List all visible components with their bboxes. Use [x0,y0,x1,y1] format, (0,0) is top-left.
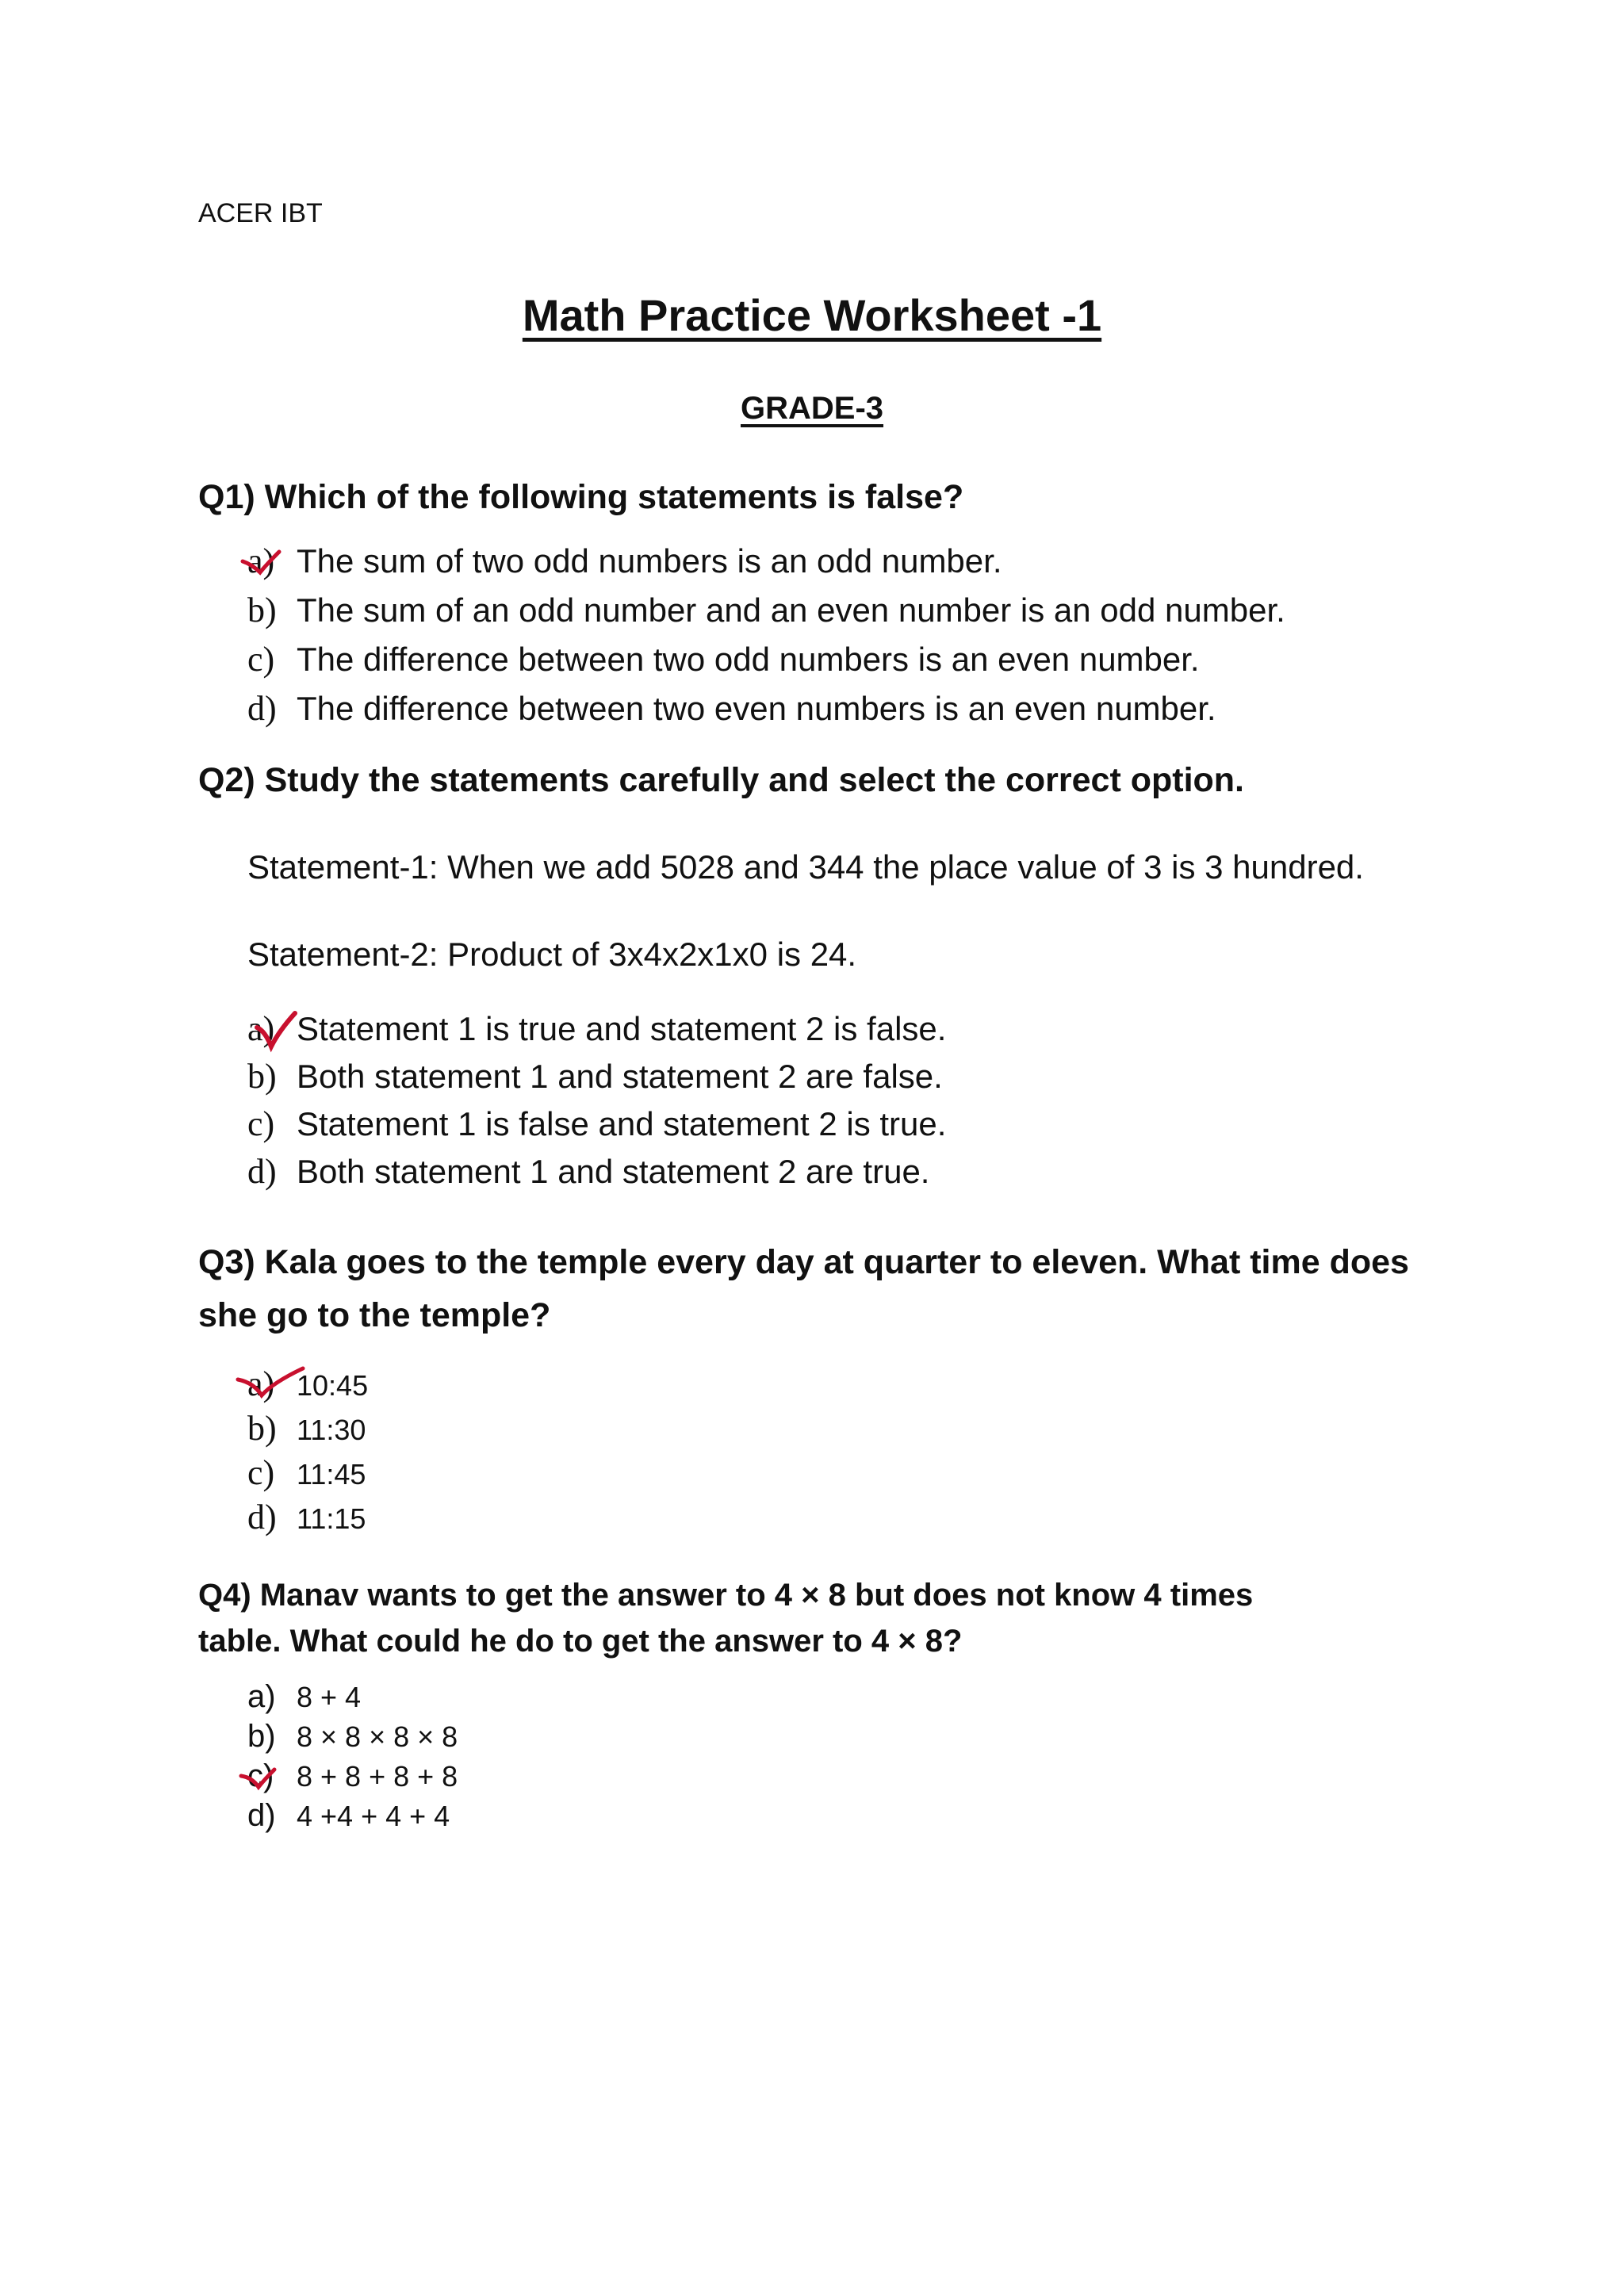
q1-option-b [247,590,1285,630]
option-text: Both statement 1 and statement 2 are true. [297,1153,930,1190]
option-text: The difference between two odd numbers is an even number. [297,641,1200,678]
option-letter: d) [247,1798,276,1833]
q1-option-d [247,688,1216,729]
q2-option-d [247,1151,929,1192]
option-text: The sum of two odd numbers is an odd number. [297,542,1002,580]
option-letter: c) [247,1104,275,1143]
q2-statement-2: Statement-2: Product of 3x4x2x1x0 is 24. [247,936,857,973]
option-letter: a) [247,1364,275,1403]
q2-option-b [247,1056,943,1096]
q3-option-a [247,1364,368,1404]
option-text: Both statement 1 and statement 2 are false. [297,1058,943,1095]
option-text: 8 × 8 × 8 × 8 [297,1720,458,1753]
q3-option-b [247,1408,366,1448]
option-letter: a) [247,1009,275,1048]
option-text: Statement 1 is true and statement 2 is false. [297,1010,947,1047]
option-text: 8 + 8 + 8 + 8 [297,1760,458,1793]
question-1-text: Q1) Which of the following statements is false? [198,478,964,516]
q4-option-d [247,1798,450,1834]
q4-option-b [247,1719,458,1755]
q3-option-c [247,1452,366,1493]
option-letter: d) [247,1152,277,1191]
grade-label: GRADE-3 [740,391,884,426]
option-letter: a) [247,541,275,580]
q4-option-a [247,1679,361,1715]
option-text: The difference between two even numbers is an even number. [297,690,1216,727]
option-text: 11:15 [297,1502,366,1535]
header-org: ACER IBT [198,198,323,228]
q2-option-a [247,1008,946,1049]
q2-option-c [247,1104,946,1144]
question-3-text-line-1: Q3) Kala goes to the temple every day at quarter to eleven. What time does [198,1243,1409,1281]
option-letter: d) [247,1498,277,1536]
option-text: 11:45 [297,1458,366,1490]
q1-option-c [247,639,1200,679]
option-letter: c) [247,1453,275,1492]
question-4-text-line-2: table. What could he do to get the answer to 4 × 8? [198,1624,963,1659]
option-text: Statement 1 is false and statement 2 is true. [297,1105,947,1142]
option-letter: b) [247,1719,276,1754]
question-4-text-line-1: Q4) Manav wants to get the answer to 4 × 8 but does not know 4 times [198,1578,1254,1613]
q2-statement-1: Statement-1: When we add 5028 and 344 the place value of 3 is 3 hundred. [247,848,1364,886]
option-letter: b) [247,591,277,629]
option-text: 10:45 [297,1369,369,1402]
option-letter: c) [247,640,275,679]
q1-option-a [247,541,1002,581]
option-text: The sum of an odd number and an even number is an odd number. [297,591,1285,629]
question-2-text: Q2) Study the statements carefully and select the correct option. [198,761,1244,799]
option-letter: c) [247,1758,274,1793]
option-letter: b) [247,1409,277,1448]
option-text: 4 +4 + 4 + 4 [297,1800,450,1832]
option-text: 11:30 [297,1414,366,1446]
q3-option-d [247,1497,366,1537]
option-text: 8 + 4 [297,1681,362,1713]
page-title: Math Practice Worksheet -1 [522,290,1102,340]
option-letter: a) [247,1679,276,1714]
q4-option-c [247,1758,458,1794]
option-letter: b) [247,1057,277,1096]
option-letter: d) [247,689,277,728]
question-3-text-line-2: she go to the temple? [198,1296,551,1334]
